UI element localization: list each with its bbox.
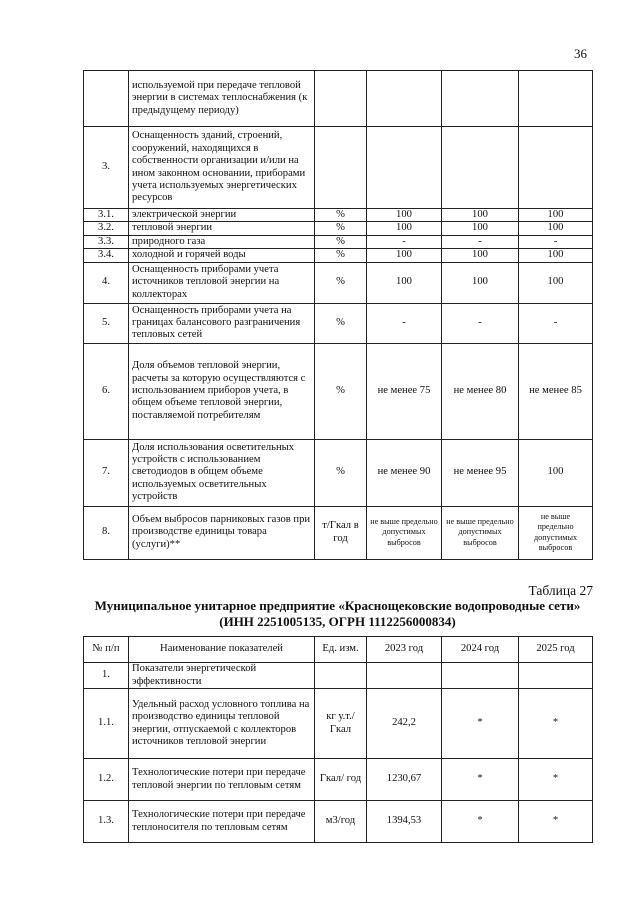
indicator-name: Технологические потери при передаче тепловой энергии по тепловым сетям (129, 759, 315, 801)
value-2025: - (519, 235, 593, 248)
value-2025: не менее 85 (519, 343, 593, 439)
row-number: 3.1. (84, 209, 129, 222)
unit-cell: % (315, 222, 367, 235)
unit-cell: % (315, 249, 367, 262)
value-2025: 100 (519, 209, 593, 222)
value-2023: 100 (367, 209, 442, 222)
table-row (84, 262, 593, 303)
row-number: 6. (84, 343, 129, 439)
unit-cell: % (315, 439, 367, 506)
table-row (84, 439, 593, 506)
indicator-name: Доля использования осветительных устройств с использованием светодиодов в общем объеме используемых осветительных устройств (129, 439, 315, 506)
value-2023: 100 (367, 262, 442, 303)
page-number: 36 (574, 46, 587, 61)
unit-cell: % (315, 209, 367, 222)
table-number: Таблица 27 (528, 583, 593, 598)
row-number: 3.3. (84, 235, 129, 248)
header-num: № п/п (84, 637, 129, 663)
value-2025: 100 (519, 249, 593, 262)
row-number: 3. (84, 127, 129, 209)
table-row (84, 759, 593, 801)
header-2024: 2024 год (442, 637, 519, 663)
value-2024 (442, 127, 519, 209)
value-2024: 100 (442, 262, 519, 303)
value-2023 (367, 71, 442, 127)
table-row (84, 663, 593, 689)
value-2024: не менее 95 (442, 439, 519, 506)
value-2025: не выше предельно допустимых выбросов (519, 506, 593, 559)
value-2025: 100 (519, 262, 593, 303)
unit-cell (315, 71, 367, 127)
row-number: 5. (84, 303, 129, 343)
unit-cell: м3/год (315, 801, 367, 843)
indicators-table-continued (83, 70, 593, 560)
value-2025: * (519, 689, 593, 759)
table-row (84, 71, 593, 127)
indicator-name: природного газа (129, 235, 315, 248)
table-row (84, 222, 593, 235)
indicator-name: электрической энергии (129, 209, 315, 222)
value-2023 (367, 663, 442, 689)
value-2023: 100 (367, 222, 442, 235)
row-number: 3.4. (84, 249, 129, 262)
value-2024: 100 (442, 222, 519, 235)
row-number: 1.1. (84, 689, 129, 759)
value-2024 (442, 71, 519, 127)
indicator-name: Оснащенность зданий, строений, сооружений, находящихся в собственности организации и/или на ином законном основании, приборами учета используемых энергетических ресурсов (129, 127, 315, 209)
indicator-name: используемой при передаче тепловой энергии в системах теплоснабжения (к предыдущему периоду) (129, 71, 315, 127)
row-number: 3.2. (84, 222, 129, 235)
table-row (84, 506, 593, 559)
table-title: Муниципальное унитарное предприятие «Краснощековские водопроводные сети» (ИНН 2251005135, ОГРН 1112256000834) (94, 598, 581, 629)
value-2023 (367, 127, 442, 209)
indicator-name: Оснащенность приборами учета источников тепловой энергии на коллекторах (129, 262, 315, 303)
table-row (84, 801, 593, 843)
table-row (84, 249, 593, 262)
header-2025: 2025 год (519, 637, 593, 663)
value-2024: * (442, 689, 519, 759)
value-2023: - (367, 303, 442, 343)
value-2023: не менее 75 (367, 343, 442, 439)
indicator-name: Показатели энергетической эффективности (129, 663, 315, 689)
indicator-name: Удельный расход условного топлива на производство единицы тепловой энергии, отпускаемой с коллекторов источников тепловой энергии (129, 689, 315, 759)
value-2024: 100 (442, 209, 519, 222)
indicator-name: тепловой энергии (129, 222, 315, 235)
row-number: 1. (84, 663, 129, 689)
indicator-name: Доля объемов тепловой энергии, расчеты за которую осуществляются с использованием приборов учета, в общем объеме тепловой энергии, поставляемой потребителям (129, 343, 315, 439)
row-number: 8. (84, 506, 129, 559)
value-2024: не выше предельно допустимых выбросов (442, 506, 519, 559)
unit-cell (315, 663, 367, 689)
row-number (84, 71, 129, 127)
unit-cell: % (315, 262, 367, 303)
table-row (84, 343, 593, 439)
indicator-name: Объем выбросов парниковых газов при производстве единицы товара (услуги)** (129, 506, 315, 559)
header-name: Наименование показателей (129, 637, 315, 663)
unit-cell: кг у.т./ Гкал (315, 689, 367, 759)
value-2023: 1394,53 (367, 801, 442, 843)
row-number: 1.2. (84, 759, 129, 801)
row-number: 1.3. (84, 801, 129, 843)
unit-cell: т/Гкал в год (315, 506, 367, 559)
table-row (84, 209, 593, 222)
unit-cell: % (315, 303, 367, 343)
value-2025: 100 (519, 439, 593, 506)
value-2025: * (519, 759, 593, 801)
table-row (84, 689, 593, 759)
enterprise-indicators-table (83, 636, 593, 843)
unit-cell: % (315, 343, 367, 439)
indicator-name: Технологические потери при передаче теплоносителя по тепловым сетям (129, 801, 315, 843)
value-2024: 100 (442, 249, 519, 262)
value-2024: - (442, 303, 519, 343)
table-header-row (84, 637, 593, 663)
value-2024: * (442, 759, 519, 801)
value-2024 (442, 663, 519, 689)
row-number: 4. (84, 262, 129, 303)
value-2025: 100 (519, 222, 593, 235)
value-2025: - (519, 303, 593, 343)
unit-cell: % (315, 235, 367, 248)
value-2025 (519, 71, 593, 127)
value-2024: не менее 80 (442, 343, 519, 439)
value-2023: 100 (367, 249, 442, 262)
value-2025: * (519, 801, 593, 843)
table-row (84, 235, 593, 248)
value-2023: не менее 90 (367, 439, 442, 506)
value-2025 (519, 127, 593, 209)
table-row (84, 303, 593, 343)
header-2023: 2023 год (367, 637, 442, 663)
value-2023: не выше предельно допустимых выбросов (367, 506, 442, 559)
indicator-name: холодной и горячей воды (129, 249, 315, 262)
header-unit: Ед. изм. (315, 637, 367, 663)
row-number: 7. (84, 439, 129, 506)
unit-cell (315, 127, 367, 209)
indicator-name: Оснащенность приборами учета на границах балансового разграничения тепловых сетей (129, 303, 315, 343)
unit-cell: Гкал/ год (315, 759, 367, 801)
value-2023: - (367, 235, 442, 248)
value-2024: - (442, 235, 519, 248)
table-row (84, 127, 593, 209)
value-2023: 242,2 (367, 689, 442, 759)
value-2025 (519, 663, 593, 689)
value-2024: * (442, 801, 519, 843)
value-2023: 1230,67 (367, 759, 442, 801)
